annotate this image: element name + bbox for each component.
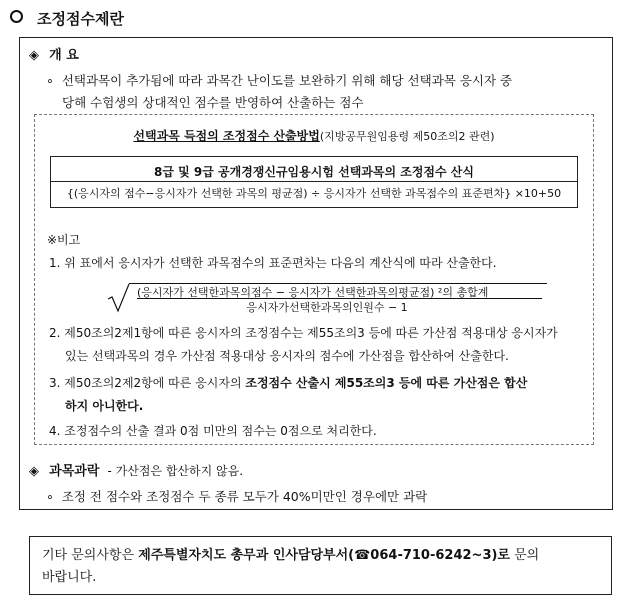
small-circle-bullet-icon: ∘ <box>46 73 54 88</box>
circle-bullet-icon <box>10 10 23 23</box>
remark-item-2-line2: 있는 선택과목의 경우 가산점 적용대상 응시자의 점수에 가산점을 합산하여 산출한다. <box>65 349 509 363</box>
formula-divider <box>51 181 577 182</box>
small-circle-bullet-icon: ∘ <box>46 489 54 504</box>
formula-text: {(응시자의 점수−응시자가 선택한 과목의 평균점) ÷ 응시자가 선택한 과목점수의 표준편차} ×10+50 <box>66 187 562 200</box>
method-title: 선택과목 득점의 조정점수 산출방법(지방공무원임용령 제50조의2 관련) <box>133 129 495 143</box>
formula-title: 8급 및 9급 공개경쟁신규임용시험 선택과목의 조정점수 산식 <box>154 165 474 179</box>
formula-table <box>50 156 578 208</box>
std-dev-formula <box>107 281 552 315</box>
cutoff-heading: ◈ 과목과락 - 가산점은 합산하지 않음. <box>29 464 244 479</box>
sqrt-numerator: (응시자가 선택한과목의점수 − 응시자가 선택한과목의평균점) ²의 총합계 <box>137 286 489 299</box>
section-title: 조정점수제란 <box>10 8 124 29</box>
contact-text: 기타 문의사항은 제주특별자치도 총무과 인사담당부서(☎064-710-6242~3)로 문의 바랍니다. <box>42 548 540 585</box>
overview-bullet-line2: 당해 수험생의 상대적인 점수를 반영하여 산출하는 점수 <box>62 95 364 110</box>
overview-bullet-line1: ∘ 선택과목이 추가됨에 따라 과목간 난이도를 보완하기 위해 해당 선택과목 응시자 중 <box>46 73 513 88</box>
remark-item-3-line2: 하지 아니한다. <box>65 399 144 413</box>
diamond-icon: ◈ <box>29 464 39 479</box>
content-box <box>19 37 613 510</box>
cutoff-bullet: ∘ 조정 전 점수와 조정점수 두 종류 모두가 40%미만인 경우에만 과락 <box>46 489 428 504</box>
remark-item-4: 4. 조정점수의 산출 결과 0점 미만의 점수는 0점으로 처리한다. <box>49 424 377 438</box>
sqrt-denominator: 응시자가선택한과목의인원수 − 1 <box>246 301 408 314</box>
remark-item-1: 1. 위 표에서 응시자가 선택한 과목점수의 표준편차는 다음의 계산식에 따라 산출한다. <box>49 256 497 270</box>
overview-heading: ◈ 개 요 <box>29 48 79 63</box>
contact-box <box>29 536 612 595</box>
remarks-label: ※비고 <box>47 233 81 247</box>
remark-item-2-line1: 2. 제50조의2제1항에 따른 응시자의 조정점수는 제55조의3 등에 따른 가산점 적용대상 응시자가 <box>49 326 558 340</box>
method-box <box>34 114 594 445</box>
remark-item-3-line1: 3. 제50조의2제2항에 따른 응시자의 조정점수 산출시 제55조의3 등에 따른 가산점은 합산 <box>49 376 528 390</box>
diamond-icon: ◈ <box>29 48 39 63</box>
